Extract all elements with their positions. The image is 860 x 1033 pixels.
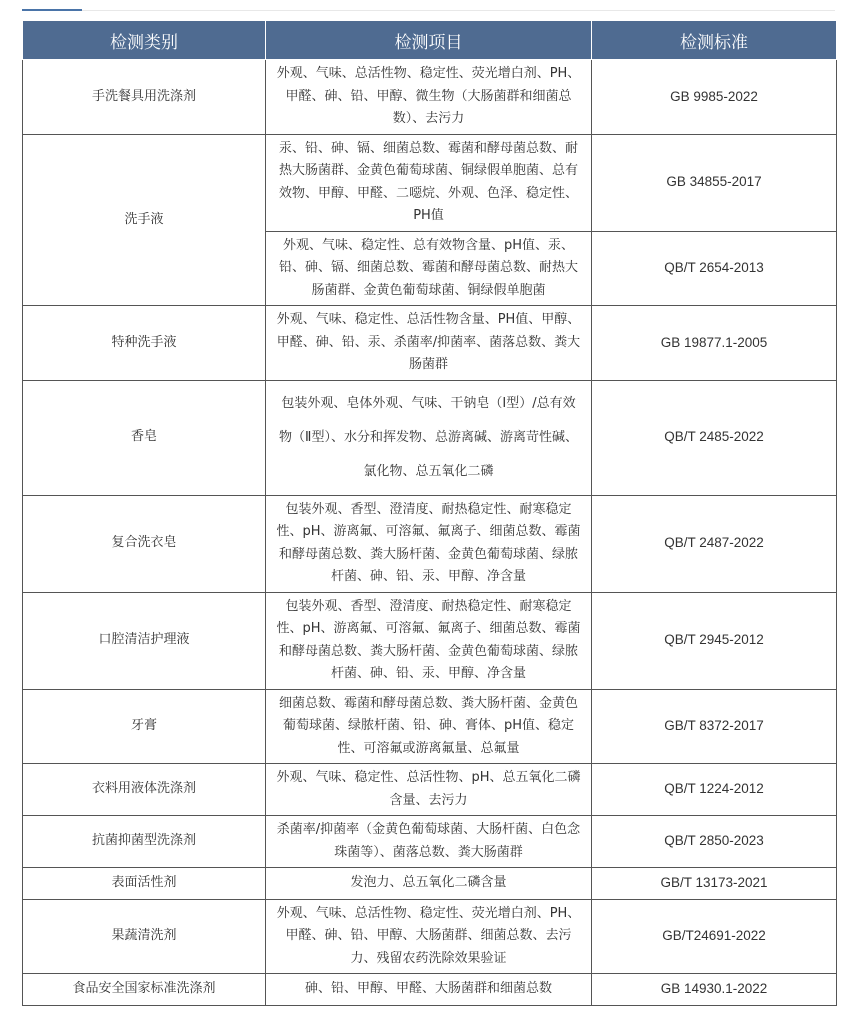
standard-cell: GB 34855-2017	[592, 134, 837, 231]
test-items-cell: 发泡力、总五氧化二磷含量	[266, 868, 592, 900]
standard-cell: GB/T 13173-2021	[592, 868, 837, 900]
category-cell: 口腔清洁护理液	[23, 592, 266, 689]
standard-cell: QB/T 2945-2012	[592, 592, 837, 689]
test-items-cell: 外观、气味、稳定性、总有效物含量、pH值、汞、铅、砷、镉、细菌总数、霉菌和酵母菌总数、耐热大肠菌群、金黄色葡萄球菌、铜绿假单胞菌	[266, 231, 592, 306]
test-items-cell: 外观、气味、稳定性、总活性物含量、PH值、甲醇、甲醛、砷、铅、汞、杀菌率/抑菌率、菌落总数、粪大肠菌群	[266, 306, 592, 381]
standard-cell: QB/T 2487-2022	[592, 495, 837, 592]
table-header-row	[23, 21, 837, 60]
category-cell: 特种洗手液	[23, 306, 266, 381]
header-category: 检测类别	[23, 21, 266, 60]
test-items-cell: 包装外观、香型、澄清度、耐热稳定性、耐寒稳定性、pH、游离氟、可溶氟、氟离子、细菌总数、霉菌和酵母菌总数、粪大肠杆菌、金黄色葡萄球菌、绿脓杆菌、砷、铅、汞、甲醇、净含量	[266, 495, 592, 592]
standard-cell: GB/T 8372-2017	[592, 689, 837, 764]
standard-cell: GB 9985-2022	[592, 60, 837, 135]
header-standard: 检测标准	[592, 21, 837, 60]
table-row	[23, 899, 837, 974]
test-items-cell: 外观、气味、总活性物、稳定性、荧光增白剂、PH、甲醛、砷、铅、甲醇、大肠菌群、细菌总数、去污力、残留农药洗除效果验证	[266, 899, 592, 974]
table-row	[23, 134, 837, 231]
category-cell: 洗手液	[23, 134, 266, 306]
table-row	[23, 60, 837, 135]
test-items-cell: 包装外观、皂体外观、气味、干钠皂（Ⅰ型）/总有效物（Ⅱ型）、水分和挥发物、总游离碱、游离苛性碱、氯化物、总五氧化二磷	[266, 380, 592, 495]
category-cell: 牙膏	[23, 689, 266, 764]
table-row	[23, 380, 837, 495]
test-items-cell: 包装外观、香型、澄清度、耐热稳定性、耐寒稳定性、pH、游离氟、可溶氟、氟离子、细菌总数、霉菌和酵母菌总数、粪大肠杆菌、金黄色葡萄球菌、绿脓杆菌、砷、铅、汞、甲醇、净含量	[266, 592, 592, 689]
testing-standards-table	[22, 20, 837, 1006]
category-cell: 手洗餐具用洗涤剂	[23, 60, 266, 135]
table-row	[23, 764, 837, 816]
table-row	[23, 974, 837, 1006]
table-row	[23, 689, 837, 764]
table-row	[23, 816, 837, 868]
test-items-cell: 杀菌率/抑菌率（金黄色葡萄球菌、大肠杆菌、白色念珠菌等）、菌落总数、粪大肠菌群	[266, 816, 592, 868]
category-cell: 复合洗衣皂	[23, 495, 266, 592]
table-row	[23, 592, 837, 689]
category-cell: 果蔬清洗剂	[23, 899, 266, 974]
category-cell: 表面活性剂	[23, 868, 266, 900]
top-divider	[22, 10, 835, 11]
category-cell: 香皂	[23, 380, 266, 495]
test-items-cell: 外观、气味、总活性物、稳定性、荧光增白剂、PH、甲醛、砷、铅、甲醇、微生物（大肠菌群和细菌总数）、去污力	[266, 60, 592, 135]
standard-cell: GB 19877.1-2005	[592, 306, 837, 381]
standard-cell: QB/T 2485-2022	[592, 380, 837, 495]
category-cell: 食品安全国家标准洗涤剂	[23, 974, 266, 1006]
standard-cell: QB/T 1224-2012	[592, 764, 837, 816]
test-items-cell: 砷、铅、甲醇、甲醛、大肠菌群和细菌总数	[266, 974, 592, 1006]
category-cell: 抗菌抑菌型洗涤剂	[23, 816, 266, 868]
header-items: 检测项目	[266, 21, 592, 60]
top-accent-bar	[22, 9, 82, 11]
standard-cell: QB/T 2850-2023	[592, 816, 837, 868]
test-items-cell: 细菌总数、霉菌和酵母菌总数、粪大肠杆菌、金黄色葡萄球菌、绿脓杆菌、铅、砷、膏体、pH值、稳定性、可溶氟或游离氟量、总氟量	[266, 689, 592, 764]
test-items-cell: 汞、铅、砷、镉、细菌总数、霉菌和酵母菌总数、耐热大肠菌群、金黄色葡萄球菌、铜绿假单胞菌、总有效物、甲醇、甲醛、二噁烷、外观、色泽、稳定性、PH值	[266, 134, 592, 231]
table-row	[23, 495, 837, 592]
standard-cell: GB 14930.1-2022	[592, 974, 837, 1006]
standard-cell: GB/T24691-2022	[592, 899, 837, 974]
standard-cell: QB/T 2654-2013	[592, 231, 837, 306]
table-row	[23, 306, 837, 381]
test-items-cell: 外观、气味、稳定性、总活性物、pH、总五氧化二磷含量、去污力	[266, 764, 592, 816]
category-cell: 衣料用液体洗涤剂	[23, 764, 266, 816]
table-row	[23, 868, 837, 900]
